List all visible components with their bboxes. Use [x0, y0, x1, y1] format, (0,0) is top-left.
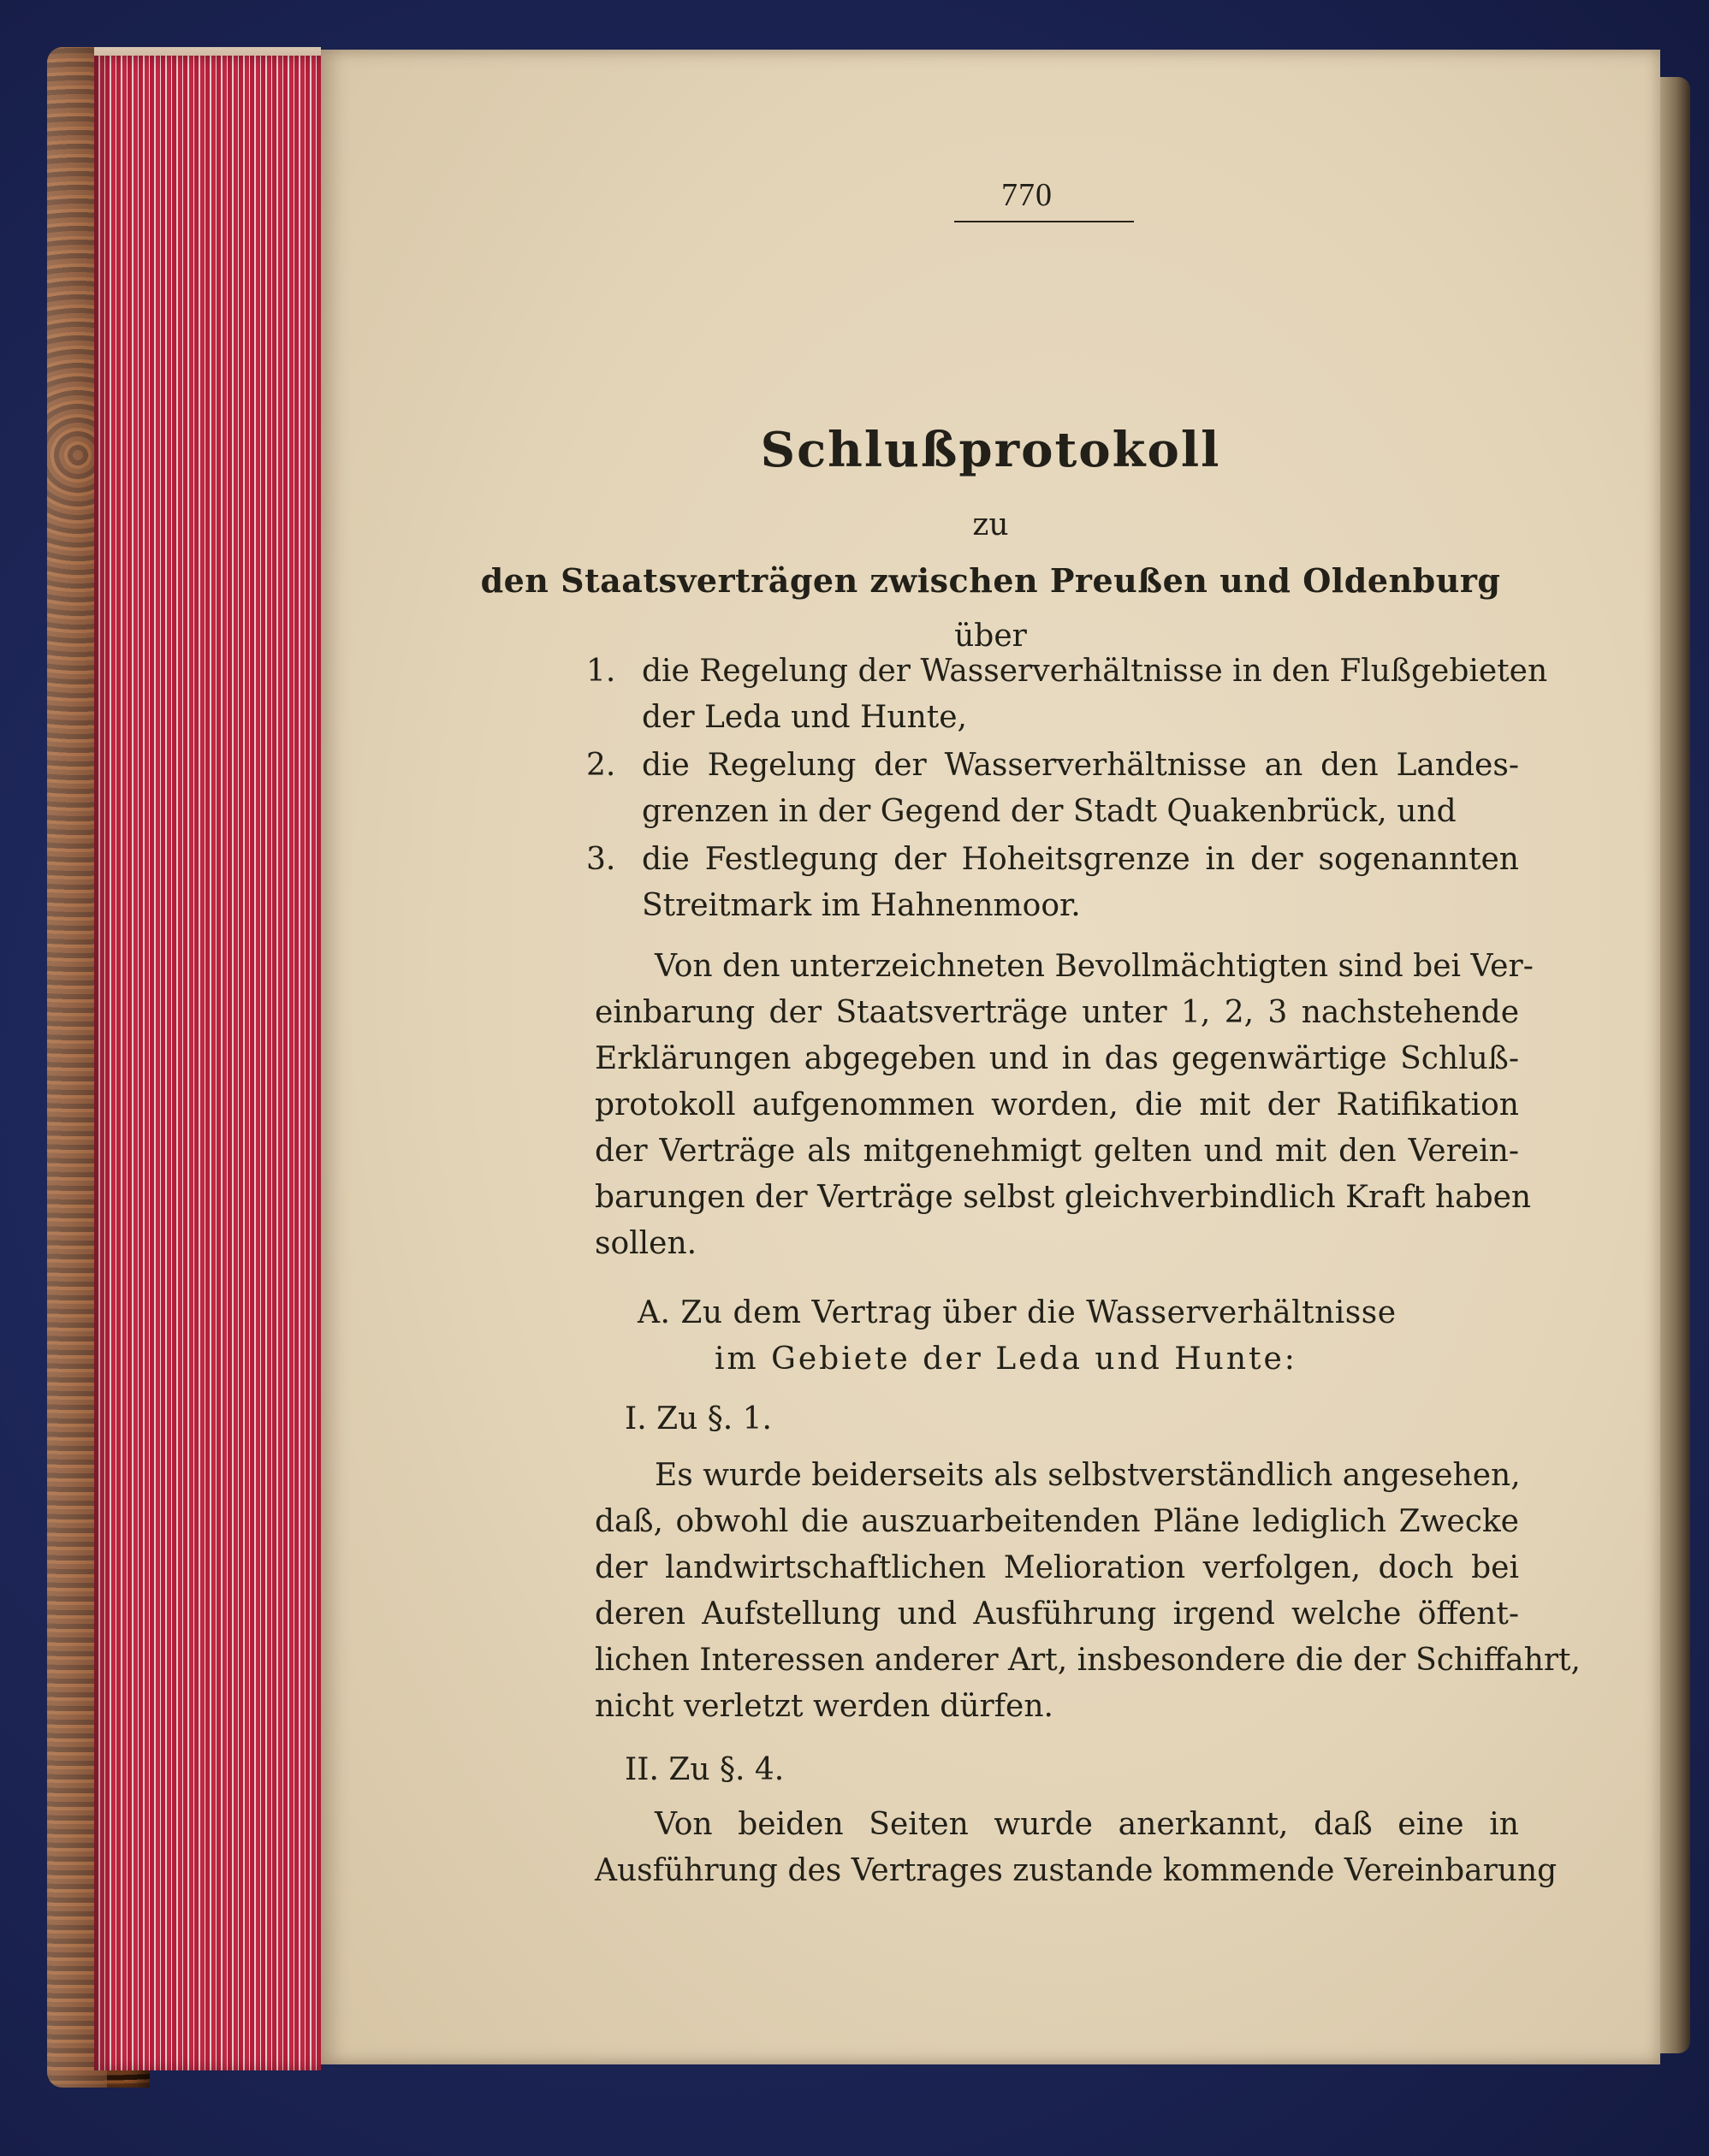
page-number-rule: [954, 221, 1134, 222]
paragraph-line: Ausführung des Vertrages zustande kommende Vereinbarung: [595, 1853, 1558, 1888]
list-item-line: die Festlegung der Hoheitsgrenze in der sogenannten: [642, 842, 1519, 877]
paragraph-line: der Verträge als mitgenehmigt gelten und mit den Verein-: [595, 1134, 1519, 1169]
paragraph-line: Erklärungen abgegeben und in das gegenwärtige Schluß-: [595, 1041, 1519, 1076]
list-item-line: der Leda und Hunte,: [642, 700, 968, 735]
paragraph-line: daß, obwohl die auszuarbeitenden Pläne lediglich Zwecke: [595, 1504, 1519, 1539]
section-a-line: im Gebiete der Leda und Hunte:: [715, 1342, 1297, 1377]
section-i-heading: I. Zu §. 1.: [625, 1401, 772, 1436]
list-item-number: 3.: [586, 842, 616, 877]
paragraph-line: der landwirtschaftlichen Melioration verfolgen, doch bei: [595, 1550, 1519, 1585]
paragraph-line: barungen der Verträge selbst gleichverbindlich Kraft haben: [595, 1180, 1532, 1215]
page-number: 770: [1001, 177, 1053, 213]
book-page: [321, 50, 1660, 2064]
paragraph-line: Von den unterzeichneten Bevollmächtigten sind bei Ver-: [655, 949, 1534, 984]
paragraph-line: einbarung der Staatsverträge unter 1, 2, 3 nachstehende: [595, 995, 1519, 1030]
section-i-paragraph: [595, 1453, 1581, 1730]
paragraph-line: nicht verletzt werden dürfen.: [595, 1689, 1053, 1724]
section-a-line: A. Zu dem Vertrag über die Wasserverhältnisse: [638, 1295, 1397, 1330]
paragraph-line: lichen Interessen anderer Art, insbesondere die der Schiffahrt,: [595, 1643, 1581, 1678]
subtitle-connector: über: [954, 619, 1027, 654]
list-item-line: Streitmark im Hahnenmoor.: [642, 888, 1081, 923]
list-item-line: die Regelung der Wasserverhältnisse an den Landes-: [642, 748, 1519, 783]
section-ii-paragraph: [595, 1802, 1558, 1894]
paragraph-line: protokoll aufgenommen worden, die mit der Ratifikation: [595, 1087, 1519, 1122]
title-connector: zu: [972, 507, 1009, 542]
paragraph-line: deren Aufstellung und Ausführung irgend welche öffent-: [595, 1596, 1519, 1632]
page-title: Schlußprotokoll: [760, 422, 1221, 478]
paragraph-line: sollen.: [595, 1226, 697, 1261]
red-page-edges: [94, 56, 321, 2070]
page-subtitle: den Staatsverträgen zwischen Preußen und Oldenburg: [480, 561, 1501, 600]
section-ii-heading: II. Zu §. 4.: [625, 1752, 785, 1787]
list-item-number: 1.: [586, 654, 616, 689]
list-item-number: 2.: [586, 748, 616, 783]
intro-paragraph: [595, 944, 1534, 1267]
right-page-edge: [1656, 77, 1690, 2053]
page-content: [321, 50, 1660, 2064]
paragraph-line: Von beiden Seiten wurde anerkannt, daß eine in: [655, 1807, 1519, 1842]
list-item-line: grenzen in der Gegend der Stadt Quakenbrück, und: [642, 794, 1457, 829]
list-item-line: die Regelung der Wasserverhältnisse in den Flußgebieten: [642, 654, 1548, 689]
paragraph-line: Es wurde beiderseits als selbstverständlich angesehen,: [655, 1458, 1521, 1493]
